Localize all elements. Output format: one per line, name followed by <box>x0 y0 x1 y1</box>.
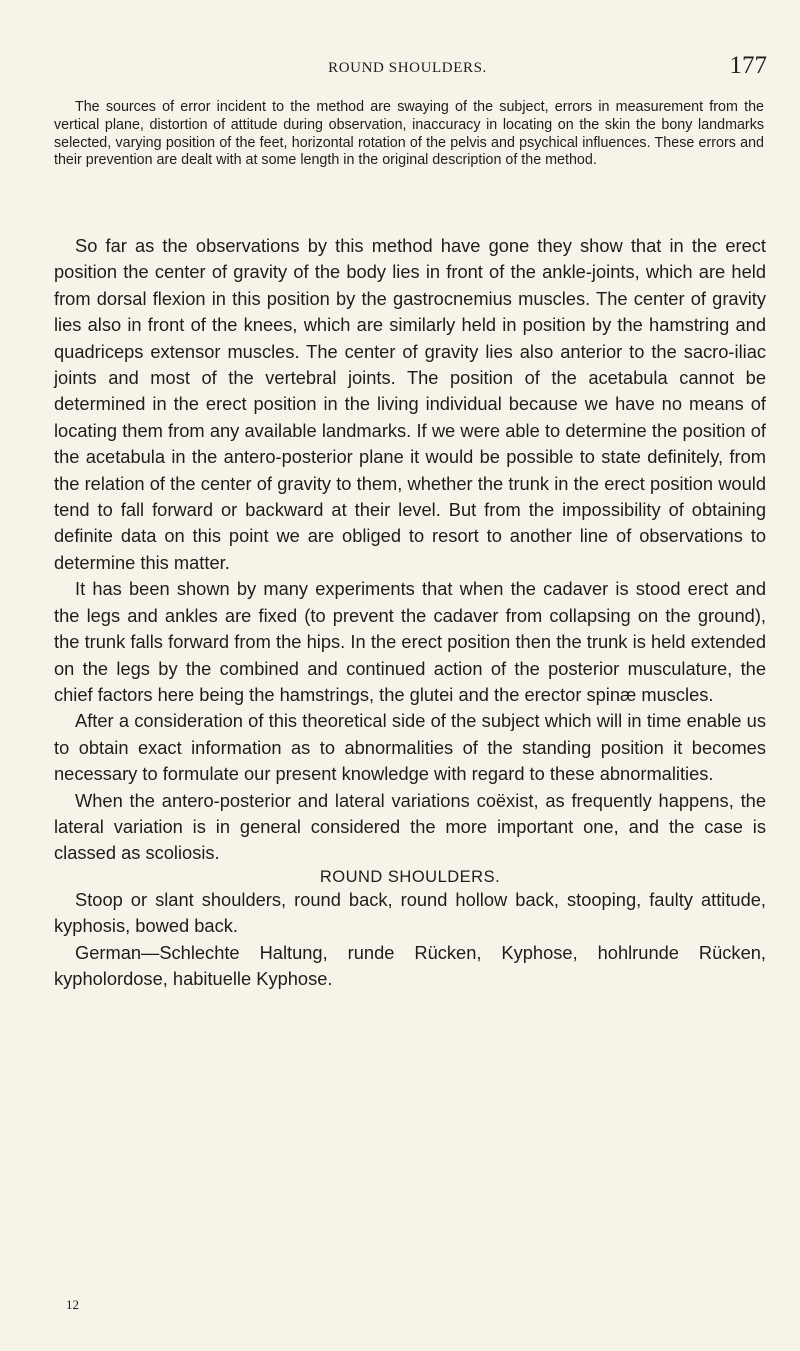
paragraph-scoliosis: When the antero-posterior and lateral variations coëxist, as frequently happens, the lateral variation is in general considered the more important one, and the case is classed as scoliosis. <box>54 789 766 864</box>
running-title: ROUND SHOULDERS. <box>328 60 487 76</box>
paragraph-center-of-gravity: So far as the observations by this method have gone they show that in the erect position the center of gravity of the body lies in front of the ankle-joints, which are held from dorsal flexion in this position by the gastrocnemius muscles. The center of gravity lies also in front of the knees, which are similarly held in position by the hamstring and quadriceps extensor muscles. The center of gravity lies also anterior to the sacro-iliac joints and most of the vertebral joints. The position of the acetabula cannot be determined in the erect position in the living individual because we have no means of locating them from any available landmarks. If we were able to determine the position of the acetabula in the antero-posterior plane it would be possible to state definitely, from the relation of the center of gravity to them, whether the trunk in the erect position would tend to fall forward or backward at their level. But from the impossibility of obtaining definite data on this point we are obliged to resort to another line of observations to determine this matter. <box>54 235 766 573</box>
signature-mark: 12 <box>66 1297 79 1312</box>
paragraph-synonyms: Stoop or slant shoulders, round back, round hollow back, stooping, faulty attitude, kyphosis, bowed back. <box>54 888 766 937</box>
running-head <box>48 52 767 88</box>
paragraph-abnormalities: After a consideration of this theoretical side of the subject which will in time enable us to obtain exact information as to abnormalities of the standing position it becomes necessary to formulate our present knowledge with regard to these abnormalities. <box>54 710 766 785</box>
paragraph-german-synonyms: German—Schlechte Haltung, runde Rücken, Kyphose, hohlrunde Rücken, kypholordose, habituelle Kyphose. <box>54 941 766 989</box>
body-text <box>54 233 766 992</box>
section-heading: ROUND SHOULDERS. <box>319 867 501 886</box>
small-print-paragraph: The sources of error incident to the method are swaying of the subject, errors in measurement from the vertical plane, distortion of attitude during observation, inaccuracy in locating on the skin the bony landmarks selected, varying position of the feet, horizontal rotation of the pelvis and psychical influences. These errors and their prevention are dealt with at some length in the original description of the method. <box>54 99 764 169</box>
page-number: 177 <box>729 52 767 79</box>
paragraph-cadaver-experiments: It has been shown by many experiments that when the cadaver is stood erect and the legs and ankles are fixed (to prevent the cadaver from collapsing on the ground), the trunk falls forward from the hips. In the erect position then the trunk is held extended on the legs by the combined and continued action of the posterior musculature, the chief factors here being the hamstrings, the glutei and the erector spinæ muscles. <box>54 578 766 705</box>
